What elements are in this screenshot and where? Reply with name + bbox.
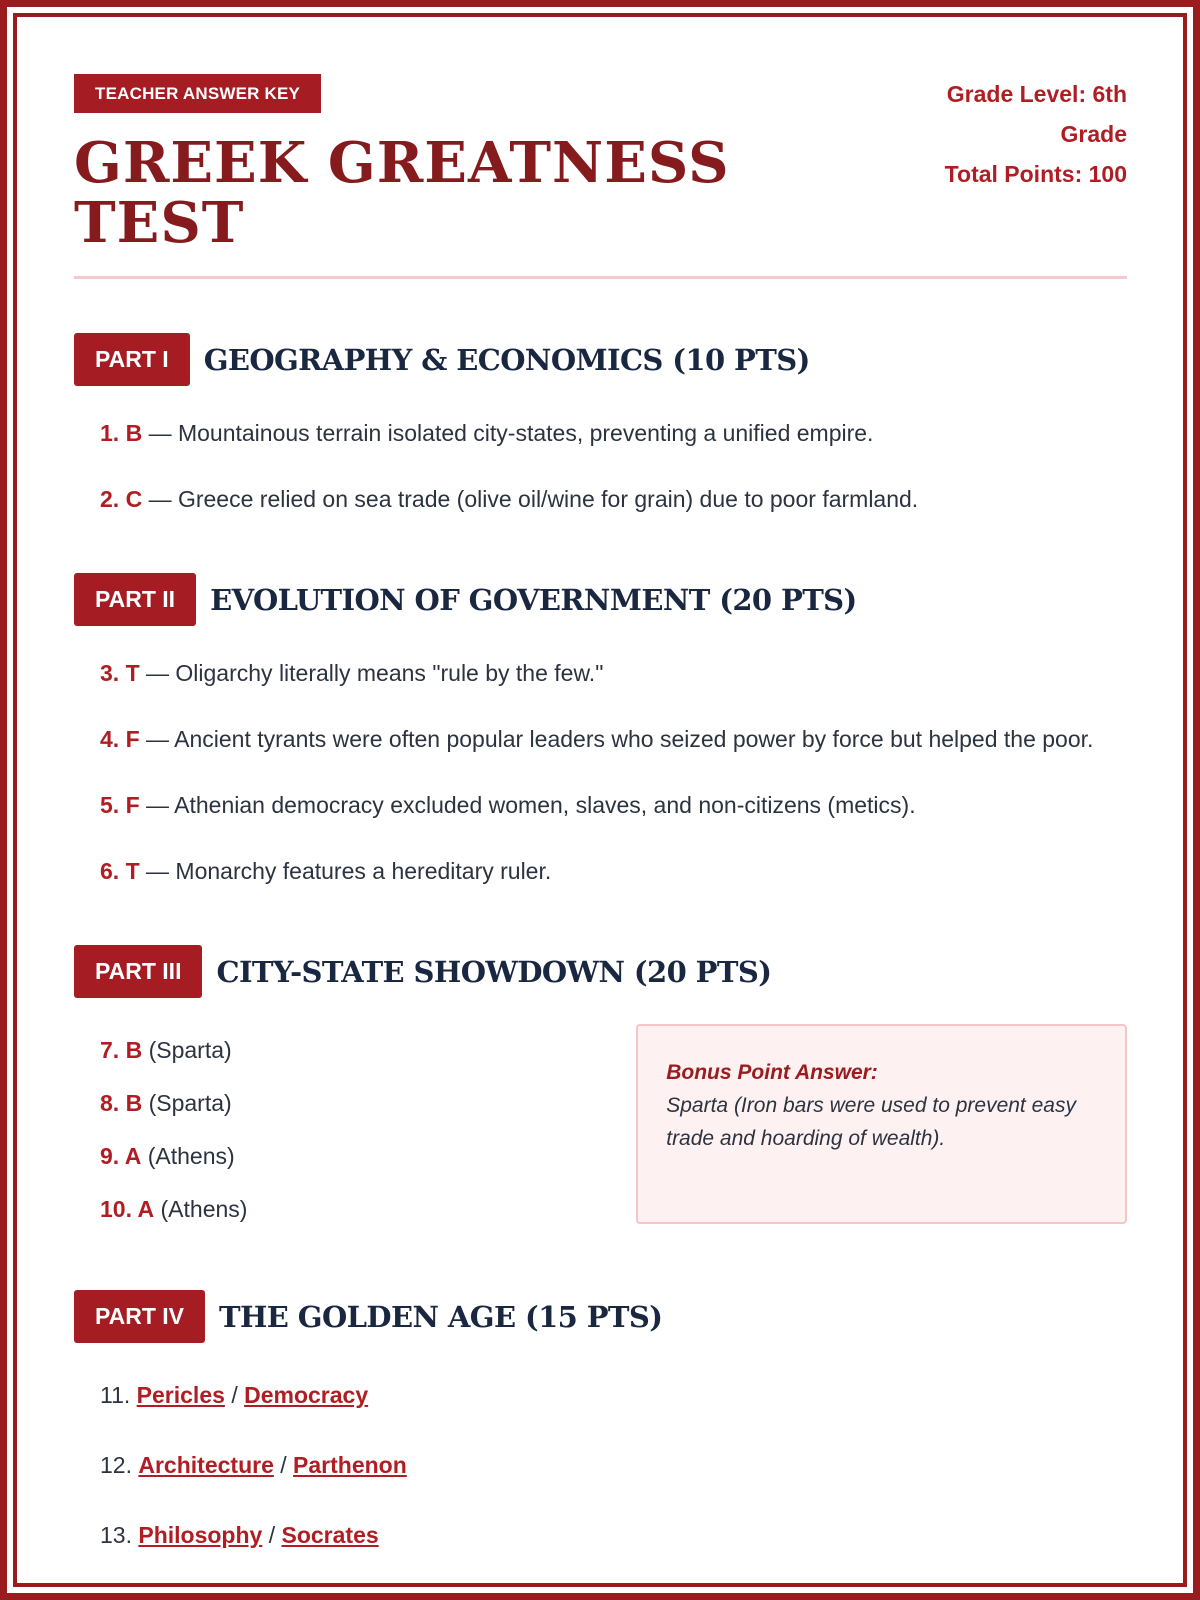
answer-separator: / [280,1452,287,1478]
answer-text: — Ancient tyrants were often popular leaders who seized power by force but helped the poor. [139,726,1094,752]
answer-key: 7. B [100,1037,143,1063]
bonus-text: Sparta (Iron bars were used to prevent easy trade and hoarding of wealth). [666,1094,1076,1150]
answer-key: 10. A [100,1196,155,1222]
answer-key: 8. B [100,1090,143,1116]
part-3-title: CITY-STATE SHOWDOWN (20 PTS) [216,954,772,989]
answer-text: — Mountainous terrain isolated city-states, preventing a unified empire. [142,420,874,446]
fill-answer [74,1375,1127,1415]
answer-text: (Sparta) [142,1037,232,1063]
answer-key-page [74,74,1127,1555]
part-3-heading [74,945,1127,998]
answer-item [100,653,1100,693]
question-number: 13. [100,1522,132,1548]
part-2-heading [74,573,1127,626]
part-1-title: GEOGRAPHY & ECONOMICS (10 PTS) [203,342,810,377]
part-4-title: THE GOLDEN AGE (15 PTS) [219,1299,663,1334]
answer-separator: / [231,1382,238,1408]
part-4-heading [74,1290,1127,1343]
answer-text: — Athenian democracy excluded women, slaves, and non-citizens (metics). [139,792,916,818]
part-2-title: EVOLUTION OF GOVERNMENT (20 PTS) [210,582,857,617]
answer-item [100,851,1100,891]
answer-text: — Monarchy features a hereditary ruler. [139,858,552,884]
page-title: GREEK GREATNESS TEST [74,130,730,256]
fill-answer [74,1445,1127,1485]
part-1-tag: PART I [74,333,190,386]
answer-term: Pericles [136,1382,225,1408]
fill-answer [74,1515,1127,1555]
part-3-body [74,1024,1127,1236]
answer-item [100,1130,648,1183]
answer-text: (Athens) [141,1143,235,1169]
answer-text: (Sparta) [142,1090,232,1116]
answer-key: 2. C [100,486,143,512]
answer-key: 9. A [100,1143,142,1169]
answer-item [100,479,1100,519]
question-number: 12. [100,1452,132,1478]
part-1-answers [74,413,1127,519]
answer-text: — Oligarchy literally means "rule by the few." [139,660,604,686]
part-4-tag: PART IV [74,1290,205,1343]
answer-key-badge: TEACHER ANSWER KEY [74,74,321,113]
bonus-label: Bonus Point Answer: [666,1061,878,1084]
part-2-tag: PART II [74,573,196,626]
bonus-answer-box [636,1024,1127,1224]
answer-item [100,719,1100,759]
part-4-answers [74,1375,1127,1555]
question-number: 11. [100,1382,131,1408]
answer-term: Architecture [138,1452,274,1478]
answer-term: Parthenon [293,1452,407,1478]
answer-item [100,1077,648,1130]
answer-separator: / [268,1522,276,1548]
answer-key: 5. F [100,792,140,818]
answer-text: — Greece relied on sea trade (olive oil/wine for grain) due to poor farmland. [142,486,919,512]
answer-text: (Athens) [154,1196,248,1222]
answer-term: Democracy [244,1382,369,1408]
part-1-heading [74,333,1127,386]
part-3-tag: PART III [74,945,202,998]
answer-item [100,413,1100,453]
answer-term: Socrates [281,1522,379,1548]
answer-item [100,1024,648,1077]
part-3-answers [74,1024,648,1236]
answer-key: 1. B [100,420,143,446]
answer-key: 6. T [100,858,140,884]
answer-item [100,1183,648,1236]
part-2-answers [74,653,1127,891]
answer-key: 4. F [100,726,140,752]
grade-level: Grade Level: 6th Grade [946,81,1127,147]
total-points: Total Points: 100 [944,161,1127,187]
answer-item [100,785,1100,825]
answer-term: Philosophy [138,1522,263,1548]
test-meta [897,74,1127,194]
header-divider [74,276,1127,279]
answer-key: 3. T [100,660,140,686]
header [74,74,1127,274]
